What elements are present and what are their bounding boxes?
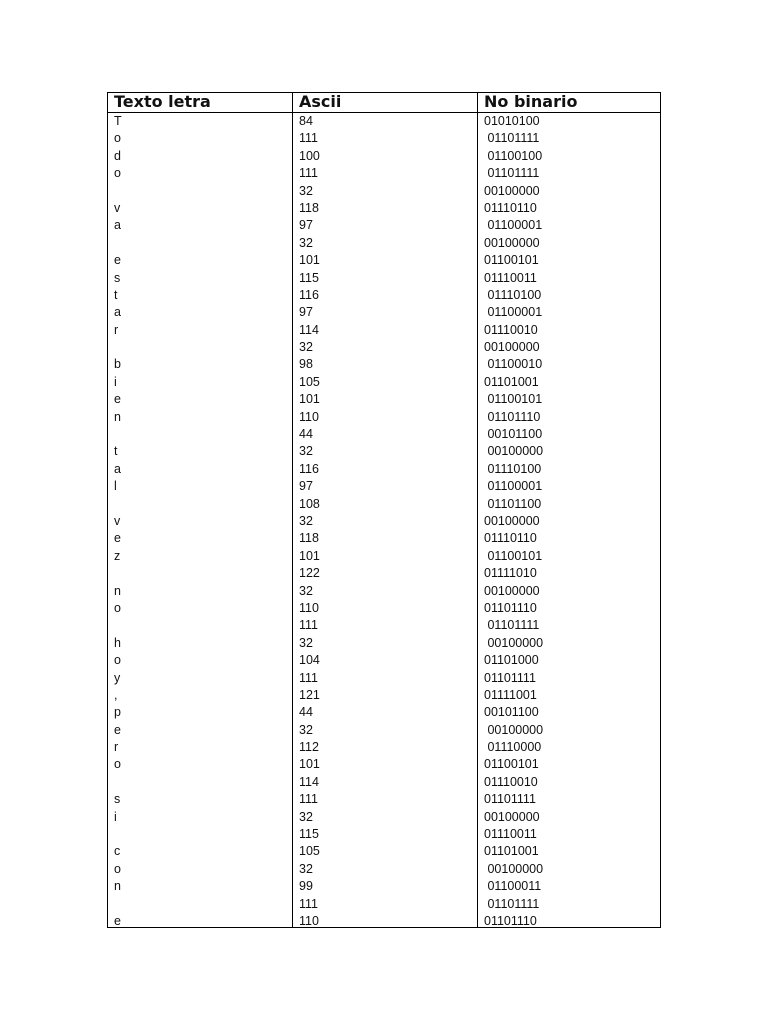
binary-cell: 01101111 <box>484 166 540 181</box>
ascii-cell: 32 <box>299 583 313 598</box>
binary-cell: 01101110 <box>484 913 537 928</box>
ascii-cell: 118 <box>299 200 319 215</box>
ascii-cell: 97 <box>299 479 313 494</box>
ascii-cell: 111 <box>299 792 319 807</box>
ascii-cell: 32 <box>299 513 313 528</box>
binary-cell: 00100000 <box>484 340 540 355</box>
ascii-binary-table <box>107 92 661 928</box>
binary-cell: 01101110 <box>484 409 541 424</box>
ascii-cell: 116 <box>299 287 319 302</box>
letter-cell: T <box>114 114 122 128</box>
binary-cell: 01100011 <box>484 879 542 894</box>
binary-cell: 01100001 <box>484 479 543 494</box>
ascii-cell: 32 <box>299 809 313 824</box>
ascii-cell: 32 <box>299 861 313 876</box>
letter-cell: c <box>114 844 121 859</box>
binary-cell: 01100001 <box>484 218 543 233</box>
binary-cell: 00100000 <box>484 513 540 528</box>
binary-cell: 01110011 <box>484 270 537 285</box>
binary-cell: 01110010 <box>484 322 538 337</box>
letter-cell <box>114 565 284 582</box>
ascii-cell: 99 <box>299 879 313 894</box>
ascii-cell: 32 <box>299 722 313 737</box>
binary-cell: 01110100 <box>484 287 542 302</box>
ascii-cell: 110 <box>299 409 319 424</box>
letter-cell: a <box>114 218 121 233</box>
letter-cell: p <box>114 705 121 720</box>
letter-cell: e <box>114 253 121 268</box>
header-texto-letra: Texto letra <box>114 92 211 111</box>
letter-cell <box>114 235 284 252</box>
binary-cell: 01101100 <box>484 496 542 511</box>
ascii-cell: 111 <box>299 618 319 633</box>
ascii-cell: 84 <box>299 114 313 128</box>
ascii-cell: 115 <box>299 270 319 285</box>
binary-cell: 01100100 <box>484 148 543 163</box>
binary-cell: 01110010 <box>484 774 538 789</box>
ascii-cell: 44 <box>299 427 313 442</box>
binary-cell: 01101001 <box>484 374 539 389</box>
ascii-column <box>299 113 469 930</box>
binary-cell: 00100000 <box>484 235 540 250</box>
letter-cell: l <box>114 479 117 494</box>
binary-cell: 01101000 <box>484 653 539 668</box>
letter-cell: o <box>114 861 121 876</box>
table-header-row <box>108 93 660 113</box>
column-divider <box>292 93 293 927</box>
ascii-cell: 110 <box>299 913 319 928</box>
header-ascii: Ascii <box>299 92 342 111</box>
ascii-cell: 104 <box>299 653 320 668</box>
letter-cell: r <box>114 740 119 755</box>
ascii-cell: 32 <box>299 340 313 355</box>
ascii-cell: 116 <box>299 461 319 476</box>
letter-cell: a <box>114 305 121 320</box>
binary-cell: 01101111 <box>484 131 540 146</box>
binary-cell: 01100010 <box>484 357 543 372</box>
letter-cell: h <box>114 635 121 650</box>
ascii-cell: 32 <box>299 444 313 459</box>
letter-cell: r <box>114 322 119 337</box>
binary-cell: 01100101 <box>484 392 543 407</box>
ascii-cell: 32 <box>299 635 313 650</box>
binary-cell: 00100000 <box>484 809 540 824</box>
ascii-cell: 97 <box>299 218 313 233</box>
letters-column <box>114 113 284 930</box>
letter-cell: d <box>114 148 121 163</box>
binary-cell: 00100000 <box>484 861 544 876</box>
binary-cell: 00100000 <box>484 183 540 198</box>
letter-cell: t <box>114 287 118 302</box>
binary-cell: 01111001 <box>484 687 537 702</box>
ascii-cell: 122 <box>299 566 320 581</box>
binary-cell: 00100000 <box>484 444 544 459</box>
letter-cell <box>114 826 284 843</box>
binary-cell: 01101111 <box>484 618 540 633</box>
ascii-cell: 101 <box>299 392 320 407</box>
binary-cell: 01101111 <box>484 896 540 911</box>
letter-cell: o <box>114 653 121 668</box>
letter-cell: v <box>114 513 121 528</box>
ascii-cell: 111 <box>299 670 319 685</box>
ascii-cell: 118 <box>299 531 319 546</box>
ascii-cell: 115 <box>299 827 319 842</box>
letter-cell: o <box>114 131 121 146</box>
letter-cell <box>114 496 284 513</box>
binary-cell: 00100000 <box>484 583 540 598</box>
binary-cell: 01100001 <box>484 305 543 320</box>
binary-cell: 01101111 <box>484 670 536 685</box>
ascii-cell: 105 <box>299 844 320 859</box>
ascii-cell: 114 <box>299 774 319 789</box>
letter-cell: s <box>114 792 121 807</box>
binary-cell: 01101110 <box>484 600 537 615</box>
ascii-cell: 32 <box>299 235 313 250</box>
header-no-binario: No binario <box>484 92 578 111</box>
ascii-cell: 101 <box>299 253 320 268</box>
letter-cell: i <box>114 809 117 824</box>
letter-cell <box>114 617 284 634</box>
binary-cell: 00100000 <box>484 635 544 650</box>
ascii-cell: 100 <box>299 148 320 163</box>
binary-cell: 01100101 <box>484 757 539 772</box>
letter-cell: a <box>114 461 121 476</box>
ascii-cell: 111 <box>299 896 319 911</box>
ascii-cell: 114 <box>299 322 319 337</box>
binary-cell: 00100000 <box>484 722 544 737</box>
ascii-cell: 98 <box>299 357 313 372</box>
ascii-cell: 111 <box>299 131 319 146</box>
letter-cell <box>114 896 284 913</box>
binary-cell: 01110011 <box>484 827 537 842</box>
letter-cell <box>114 339 284 356</box>
letter-cell: o <box>114 166 121 181</box>
letter-cell: e <box>114 531 121 546</box>
binary-column <box>484 113 654 930</box>
letter-cell: t <box>114 444 118 459</box>
binary-cell: 00101100 <box>484 705 539 720</box>
binary-cell: 01100101 <box>484 548 543 563</box>
ascii-cell: 121 <box>299 687 320 702</box>
binary-cell: 01110110 <box>484 531 537 546</box>
letter-cell: e <box>114 392 121 407</box>
binary-cell: 01100101 <box>484 253 539 268</box>
letter-cell: o <box>114 600 121 615</box>
binary-cell: 01110100 <box>484 461 542 476</box>
letter-cell: i <box>114 374 117 389</box>
column-divider <box>477 93 478 927</box>
letter-cell: , <box>114 687 118 702</box>
ascii-cell: 97 <box>299 305 313 320</box>
binary-cell: 00101100 <box>484 427 543 442</box>
ascii-cell: 111 <box>299 166 319 181</box>
letter-cell: b <box>114 357 121 372</box>
letter-cell: n <box>114 409 121 424</box>
ascii-cell: 112 <box>299 740 319 755</box>
ascii-cell: 110 <box>299 600 319 615</box>
letter-cell <box>114 774 284 791</box>
letter-cell: v <box>114 200 121 215</box>
binary-cell: 01101001 <box>484 844 539 859</box>
binary-cell: 01010100 <box>484 114 540 128</box>
ascii-cell: 101 <box>299 757 320 772</box>
letter-cell <box>114 426 284 443</box>
ascii-cell: 32 <box>299 183 313 198</box>
ascii-cell: 44 <box>299 705 313 720</box>
binary-cell: 01110110 <box>484 200 537 215</box>
ascii-cell: 105 <box>299 374 320 389</box>
letter-cell: o <box>114 757 121 772</box>
binary-cell: 01111010 <box>484 566 537 581</box>
binary-cell: 01110000 <box>484 740 542 755</box>
letter-cell: e <box>114 913 121 928</box>
ascii-cell: 108 <box>299 496 320 511</box>
letter-cell: n <box>114 583 121 598</box>
letter-cell: s <box>114 270 121 285</box>
letter-cell: n <box>114 879 121 894</box>
letter-cell: z <box>114 548 121 563</box>
letter-cell: e <box>114 722 121 737</box>
ascii-cell: 101 <box>299 548 320 563</box>
binary-cell: 01101111 <box>484 792 536 807</box>
letter-cell <box>114 183 284 200</box>
letter-cell: y <box>114 670 121 685</box>
